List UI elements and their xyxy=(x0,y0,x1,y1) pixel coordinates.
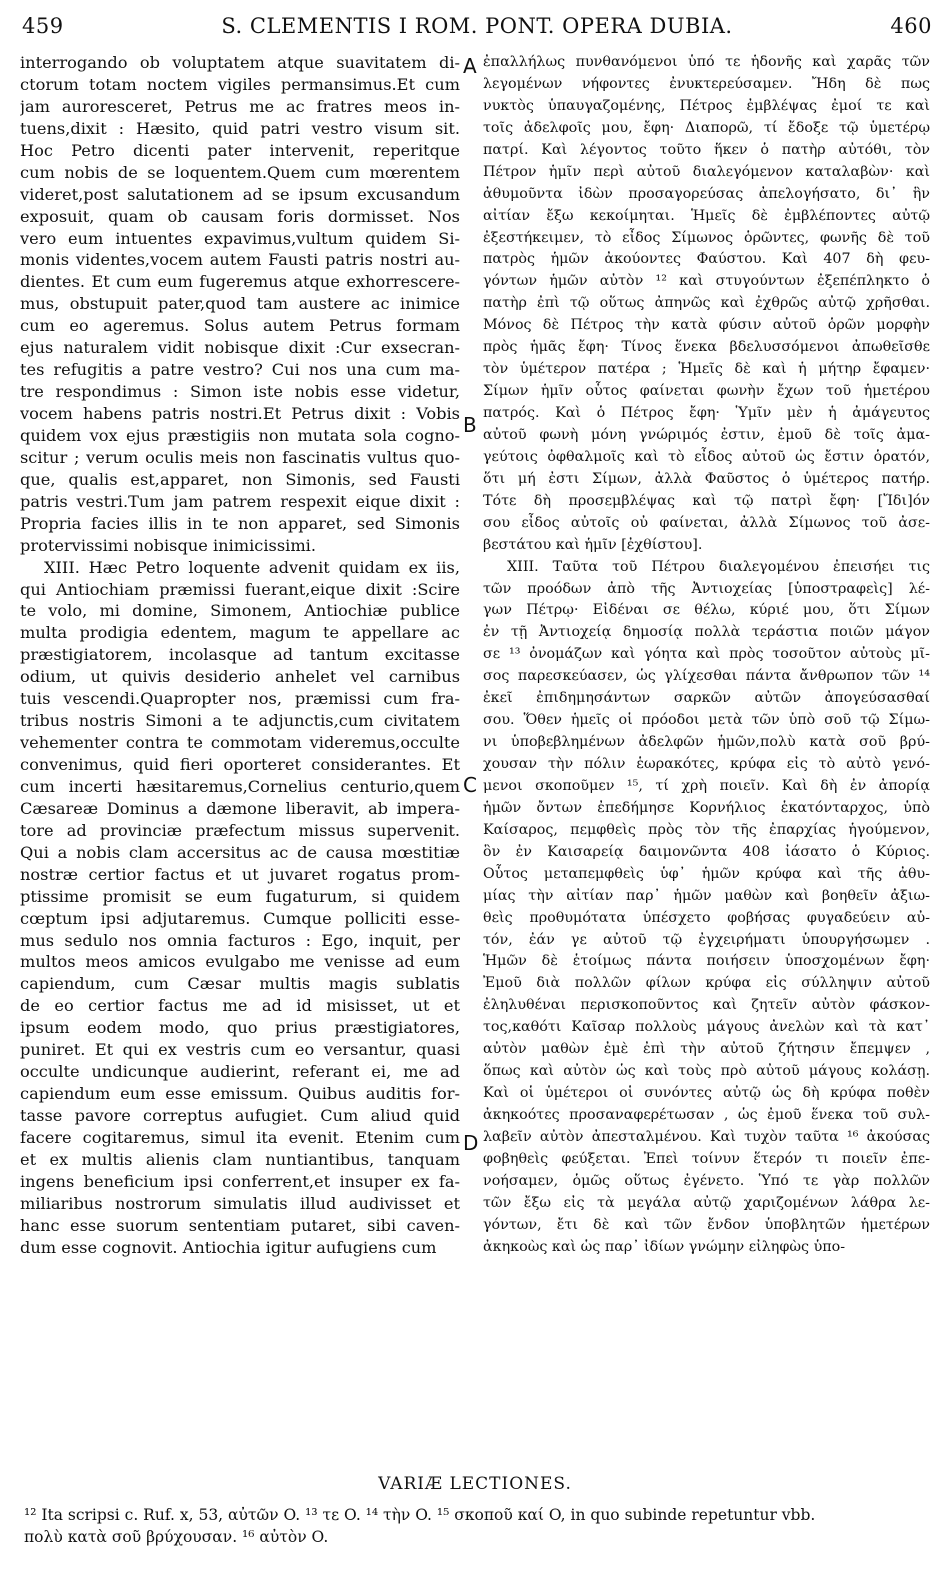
latin-text-line: interrogando ob voluptatem atque suavitatem di- xyxy=(20,53,460,72)
latin-text-line: multa prodigia edentem, magum te appellare ac xyxy=(20,623,460,643)
greek-text-line: τοῖς ἀδελφοῖς μου, ἔφη· Διαπορῶ, τί ἔδοξε τῷ ὑμετέρῳ xyxy=(483,119,930,136)
latin-text-line: tuis vescendi.Quapropter nos, præmissi cum fra- xyxy=(20,689,460,709)
greek-text-line: Μόνος δὲ Πέτρος τὴν κατὰ φύσιν αὐτοῦ ὁρῶν μορφὴν xyxy=(483,317,930,334)
greek-text-line: γεύτοις ὀφθαλμοῖς καὶ τὸ εἶδος αὐτοῦ ὡς ἔστιν ὁρατόν, xyxy=(483,448,930,465)
greek-text-line: ὅτι μή ἐστι Σίμων, ἀλλὰ Φαῦστος ὁ ὑμέτερος πατήρ. xyxy=(483,470,930,487)
greek-text-line: τῶν ἔξω εἰς τὰ μεγάλα αὐτῷ χαριζομένων λάθρα λε- xyxy=(483,1194,930,1211)
greek-text-line: σε ¹³ ὀνομάζων καὶ γόητα καὶ πρὸς τοσοῦτον αὐτοὺς μῖ- xyxy=(483,646,930,663)
greek-text-line: ἡμῶν ὄντων ἐπεδήμησε Κορνήλιος ἑκατόνταρχος, ὑπὸ xyxy=(483,799,930,816)
greek-text-line: αἰτίαν ἔξω κεκοίμηται. Ἡμεῖς δὲ ἐμβλέποντες αὐτῷ xyxy=(483,207,930,224)
greek-text-line: γόντων ἡμῶν αὐτὸν ¹² καὶ στυγούντων ἐξεπέπληκτο ὁ xyxy=(483,273,930,290)
greek-text-line: ἐκεῖ ἐπιδημησάντων σαρκῶν αὐτῶν ἀπογεύσασθαί xyxy=(483,690,930,707)
greek-text-line: αὐτοῦ φωνὴ μόνη γνώριμός ἐστιν, ἐμοῦ δὲ τοῖς ἀμα- xyxy=(483,426,930,443)
greek-text-line: XIII. Ταῦτα τοῦ Πέτρου διαλεγομένου ἐπεισήει τις xyxy=(507,558,930,575)
latin-text-line: præstigiatorem, incolasque ad tantum excitasse xyxy=(20,645,460,665)
latin-text-line: mus, obstupuit pater,quod tam austere ac inimice xyxy=(20,294,460,314)
latin-text-line: vehementer contra te commotam videremus,occulte xyxy=(20,733,460,753)
latin-text-line: videret,post salutationem ad se ipsum excusandum xyxy=(20,184,460,204)
greek-text-line: ὃν ἐν Καισαρείᾳ δαιμονῶντα 408 ἰάσατο ὁ Κύριος. xyxy=(483,843,930,860)
greek-text-line: νι ὑποβεβλημένων ἀδελφῶν ἡμῶν,πολὺ κατὰ σοῦ βρύ- xyxy=(483,734,930,751)
greek-text-line: λαβεῖν αὐτὸν ἀπεσταλμένου. Καὶ τυχὸν ταῦτα ¹⁶ ἀκούσας xyxy=(483,1128,930,1145)
latin-text-line: ctorum totam noctem vigiles permansimus.Et cum xyxy=(20,74,460,94)
greek-text-line: ἐξεστήκειμεν, τὸ εἶδος Σίμωνος ὁρῶντες, φωνῆς δὲ τοῦ xyxy=(483,229,930,246)
page-number-right: 460 xyxy=(890,14,932,38)
latin-text-line: capiendum eum esse emissum. Quibus auditis for- xyxy=(20,1084,460,1104)
latin-text-line: cœptum ipsi adjutaremus. Cumque polliciti esse- xyxy=(20,908,460,928)
latin-text-line: capiendum, cum Cæsar multis magis sublatis xyxy=(20,974,460,994)
greek-text-line: μίας τὴν αἰτίαν παρ᾽ ἡμῶν μαθὼν καὶ βοηθεῖν ἀξιω- xyxy=(483,887,930,904)
greek-text-line: τόν, ἐάν γε αὐτοῦ τῷ ἐγχειρήματι ὑπουργήσωμεν . xyxy=(483,931,930,948)
greek-text-line: τος,καθότι Καῖσαρ πολλοὺς μάγους ἀνελὼν καὶ τὰ κατ᾽ xyxy=(483,1019,930,1036)
footnotes xyxy=(24,1505,924,1549)
latin-text-line: cum nobis de se loquentem.Quem cum mœrentem xyxy=(20,162,460,182)
latin-text-line: tore ad provinciæ præfectum missus supervenit. xyxy=(20,820,460,840)
latin-text-line: convenimus, quid fieri oporteret considerantes. Et xyxy=(20,755,460,774)
page-header xyxy=(22,14,932,42)
latin-text-line: patris vestri.Tum jam patrem respexit eique dixit : xyxy=(20,491,460,511)
latin-text-line: qui Antiochiam præmissi fuerant,eique dixit :Scire xyxy=(20,579,460,599)
margin-letter-c: C xyxy=(463,773,477,797)
latin-column xyxy=(20,52,460,1259)
page-number-left: 459 xyxy=(22,14,64,38)
greek-text-line: σου εἶδος αὐτοῖς οὐ φαίνεται, ἀλλὰ Σίμωνος τοῦ ἀσε- xyxy=(483,514,930,531)
latin-text-line: et ex multis alienis clam nuntiantibus, tanquam xyxy=(20,1149,460,1169)
latin-text-line: vero eum intuentes expavimus,vultum quidem Si- xyxy=(20,228,460,248)
latin-text-line: tuens,dixit : Hæsito, quid patri vestro visum sit. xyxy=(20,118,460,138)
latin-text-line: odium, ut quivis desiderio anhelet vel carnibus xyxy=(20,667,460,687)
latin-text-line: ipsum eodem modo, quo prius præstigiatores, xyxy=(20,1018,460,1038)
margin-letter-a: A xyxy=(463,54,477,78)
greek-text-line: θεὶς προθυμότατα ὑπέσχετο φοβήσας φυγαδεύειν αὐ- xyxy=(483,909,930,926)
latin-text-line: que, qualis est,apparet, non Simonis, sed Fausti xyxy=(20,469,460,489)
greek-text-line: Ἡμῶν δὲ ἑτοίμως πάντα ποιήσειν ὑποσχομένων ἔφη· xyxy=(483,953,930,970)
greek-text-line: σου. Ὅθεν ἡμεῖς οἱ πρόοδοι μετὰ τῶν ὑπὸ σοῦ τῷ Σίμω- xyxy=(483,712,930,729)
greek-text-line: γων Πέτρῳ· Εἰδέναι σε θέλω, κύριέ μου, ὅτι Σίμων xyxy=(483,602,930,619)
greek-text-line: μενοι σκοποῦμεν ¹⁵, τί χρὴ ποιεῖν. Καὶ δὴ ἐν ἀπορίᾳ xyxy=(483,777,930,794)
latin-text-line: multos meos amicos evulgabo me venisse ad eum xyxy=(20,952,460,972)
latin-text-line: ingens beneficium ipsi conferrent,et insuper ex fa- xyxy=(20,1171,460,1191)
greek-text-line: ἀθυμοῦντα ἰδὼν προσαγορεύσας ἀπελογήσατο, δι᾽ ἣν xyxy=(483,185,930,202)
latin-text-line: XIII. Hæc Petro loquente advenit quidam ex iis, xyxy=(44,557,460,577)
greek-text-line: φοβηθεὶς φεύξεται. Ἐπεὶ τοίνυν ἕτερόν τι ποιεῖν ἐπε- xyxy=(483,1150,930,1167)
latin-text-line: tre respondimus : Simon iste nobis esse videtur, xyxy=(20,382,460,402)
latin-text-line: monis videntes,vocem autem Fausti patris nostri au- xyxy=(20,250,460,270)
latin-text-line: hanc esse suorum sententiam putaret, sibi caven- xyxy=(20,1215,460,1235)
latin-text-line: protervissimi nobisque inimicissimi. xyxy=(20,535,316,555)
latin-text-line: vocem habens patris nostri.Et Petrus dixit : Vobis xyxy=(20,404,460,423)
running-title: S. CLEMENTIS I ROM. PONT. OPERA DUBIA. xyxy=(221,14,733,38)
greek-text-line: πατὴρ ἐπὶ τῷ οὕτως ἀπηνῶς καὶ ἐχθρῶς αὐτῷ χρῆσθαι. xyxy=(483,295,930,312)
margin-letter-b: B xyxy=(463,413,477,437)
latin-text-line: cum eo ageremus. Solus autem Petrus formam xyxy=(20,316,460,336)
greek-text-line: ἀκηκοὼς καὶ ὡς παρ᾽ ἰδίων γνώμην εἰληφὼς ὑπο- xyxy=(483,1238,846,1255)
greek-text-line: πατρί. Καὶ λέγοντος τοῦτο ἥκεν ὁ πατὴρ αὐτόθι, τὸν xyxy=(483,141,930,158)
greek-text-line: σος παρεσκεύασεν, ὡς γλίχεσθαι πάντα ἄνθρωπον τῶν ¹⁴ xyxy=(483,668,930,685)
greek-text-line: λεγομένων νήφοντες ἐνυκτερεύσαμεν. Ἤδη δὲ πως xyxy=(483,75,930,92)
greek-text-line: Ἐμοῦ διὰ πολλῶν φίλων κρύφα εἰς σύλληψιν αὐτοῦ xyxy=(483,975,930,992)
greek-text-line: νοήσαμεν, ὁμῶς οὕτως ἐγένετο. Ὑπό τε γὰρ πολλῶν xyxy=(483,1172,930,1189)
greek-text-line: τὸν ὑμέτερον πατέρα ; Ἡμεῖς δὲ καὶ ἡ μήτηρ ἔφαμεν· xyxy=(483,361,930,378)
latin-text-line: tribus nostris Simoni a te adjunctis,cum civitatem xyxy=(20,711,460,731)
footnote-line: πολὺ κατὰ σοῦ βρύχουσαν. ¹⁶ αὐτὸν O. xyxy=(24,1527,329,1546)
footnote-line: ¹² Ita scripsi c. Ruf. x, 53, αὐτῶν O. ¹³ τε O. ¹⁴ τὴν O. ¹⁵ σκοποῦ καί O, in quo subinde repetuntur vbb. xyxy=(24,1506,816,1524)
latin-text-line: scitur ; verum oculis meis non fascinatis vultus quo- xyxy=(20,447,460,467)
latin-text-line: facere cogitaremus, simul ita evenit. Etenim cum xyxy=(20,1127,460,1147)
greek-text-line: γόντων, ἔτι δὲ καὶ τῶν ἔνδον ὑποβλητῶν ἡμετέρων xyxy=(483,1216,930,1233)
latin-text-line: dum esse cognovit. Antiochia igitur aufugiens cum xyxy=(20,1237,437,1257)
greek-text-line: ἐληλυθέναι περισκοποῦντος καὶ ζητεῖν αὐτὸν φάσκον- xyxy=(483,997,930,1014)
latin-text-line: puniret. Et qui ex vestris cum eo versantur, quasi xyxy=(20,1040,460,1060)
latin-text-line: occulte undicunque audierint, referant ei, me ad xyxy=(20,1062,460,1082)
greek-text-line: τῶν προόδων ἀπὸ τῆς Ἀντιοχείας [ὑποστραφεὶς] λέ- xyxy=(483,580,930,597)
margin-letter-d: D xyxy=(463,1131,479,1155)
greek-text-line: Πέτρον ἡμῖν περὶ αὐτοῦ διαλεγόμενον καταλαβὼν· καὶ xyxy=(483,163,930,180)
greek-text-line: Καίσαρος, πεμφθεὶς πρὸς τὸν τῆς ἐπαρχίας ἡγούμενον, xyxy=(483,821,930,838)
latin-text-line: te volo, mi domine, Simonem, Antiochiæ publice xyxy=(20,601,460,621)
greek-text-line: Σίμων ἡμῖν οὗτος φαίνεται φωνὴν ἔχων τοῦ ἡμετέρου xyxy=(483,383,930,400)
greek-column xyxy=(483,52,930,1259)
greek-text-line: χουσαν τὴν πόλιν ἑωρακότες, κρύφα εἰς τὸ αὐτὸ γενό- xyxy=(483,756,930,772)
latin-text-line: Qui a nobis clam accersitus ac de causa mœstitiæ xyxy=(20,842,460,862)
latin-text-line: tes refugitis a patre vestro? Cui nos una cum ma- xyxy=(20,360,460,380)
latin-text-line: tasse pavore correptus aufugiet. Cum aliud quid xyxy=(20,1106,460,1125)
latin-text-line: jam auroresceret, Petrus me ac fratres meos in- xyxy=(20,96,460,116)
greek-text-line: νυκτὸς ὑπαυγαζομένης, Πέτρος ἐμβλέψας ἐμοί τε καὶ xyxy=(483,97,930,114)
latin-text-line: ptissime promisit se eum fugaturum, si quidem xyxy=(20,886,460,906)
latin-text-line: ejus naturalem vidit nobisque dixit :Cur exsecran- xyxy=(20,338,460,358)
latin-text-line: miliaribus nostrorum simulatis illud audivisset et xyxy=(20,1193,460,1213)
greek-text-line: βεστάτου καὶ ἡμῖν [ἐχθίστου]. xyxy=(483,536,703,553)
greek-text-line: πατρὸς ἡμῶν ἀκούοντες Φαύστου. Καὶ 407 δὴ φευ- xyxy=(483,251,930,268)
latin-text-line: Cæsareæ Dominus a dæmone liberavit, ab impera- xyxy=(20,798,460,818)
greek-text-line: ἀκηκοότες προσαναφερέτωσαν , ὡς ἐμοῦ ἕνεκα τοῦ συλ- xyxy=(483,1107,930,1123)
variae-lectiones-heading: VARIÆ LECTIONES. xyxy=(378,1474,572,1494)
greek-text-line: ἐπαλλήλως πυνθανόμενοι ὑπό τε ἡδονῆς καὶ χαρᾶς τῶν xyxy=(483,54,930,70)
latin-text-line: exposuit, quam ob causam foris dormisset. Nos xyxy=(20,206,460,226)
latin-text-line: mus sedulo nos omnia facturos : Ego, inquit, per xyxy=(20,930,460,950)
greek-text-line: ὅπως καὶ αὐτὸν ὡς καὶ τοὺς πρὸ αὐτοῦ μάγους κολάσῃ. xyxy=(483,1063,930,1080)
latin-text-line: quidem vox ejus præstigiis non mutata sola cogno- xyxy=(20,425,460,445)
greek-text-line: πρὸς ἡμᾶς ἔφη· Τίνος ἕνεκα βδελυσσόμενοι ἀπωθεῖσθε xyxy=(483,339,930,356)
greek-text-line: Τότε δὴ προσεμβλέψας καὶ τῷ πατρὶ ἔφη· [Ἴδι]όν xyxy=(483,492,930,509)
greek-text-line: Καὶ οἱ ὑμέτεροι οἱ συνόντες αὐτῷ ὡς δὴ κρύφα ποθὲν xyxy=(483,1085,930,1102)
latin-text-line: dientes. Et cum eum fugeremus atque exhorrescere- xyxy=(20,272,460,292)
greek-text-line: ἐν τῇ Ἀντιοχείᾳ δημοσίᾳ πολλὰ τεράστια ποιῶν μάγον xyxy=(483,624,930,641)
greek-text-line: Οὗτος μεταπεμφθεὶς ὑφ᾽ ἡμῶν κρύφα καὶ τῆς ἀθυ- xyxy=(483,865,930,882)
latin-text-line: Propria facies illis in te non apparet, sed Simonis xyxy=(20,513,460,533)
latin-text-line: nostræ certior factus et ut juvaret rogatus prom- xyxy=(20,864,460,884)
latin-text-line: Hoc Petro dicenti pater intervenit, reperitque xyxy=(20,140,460,160)
greek-text-line: πατρός. Καὶ ὁ Πέτρος ἔφη· Ὑμῖν μὲν ἡ ἀμάγευτος xyxy=(483,405,930,421)
latin-text-line: cum incerti hæsitaremus,Cornelius centurio,quem xyxy=(20,776,460,796)
latin-text-line: de eo certior factus me ad id misisset, ut et xyxy=(20,996,460,1016)
greek-text-line: αὐτὸν μαθὼν ἐμὲ ἐπὶ τὴν αὐτοῦ ζήτησιν ἔπεμψεν , xyxy=(483,1041,930,1058)
